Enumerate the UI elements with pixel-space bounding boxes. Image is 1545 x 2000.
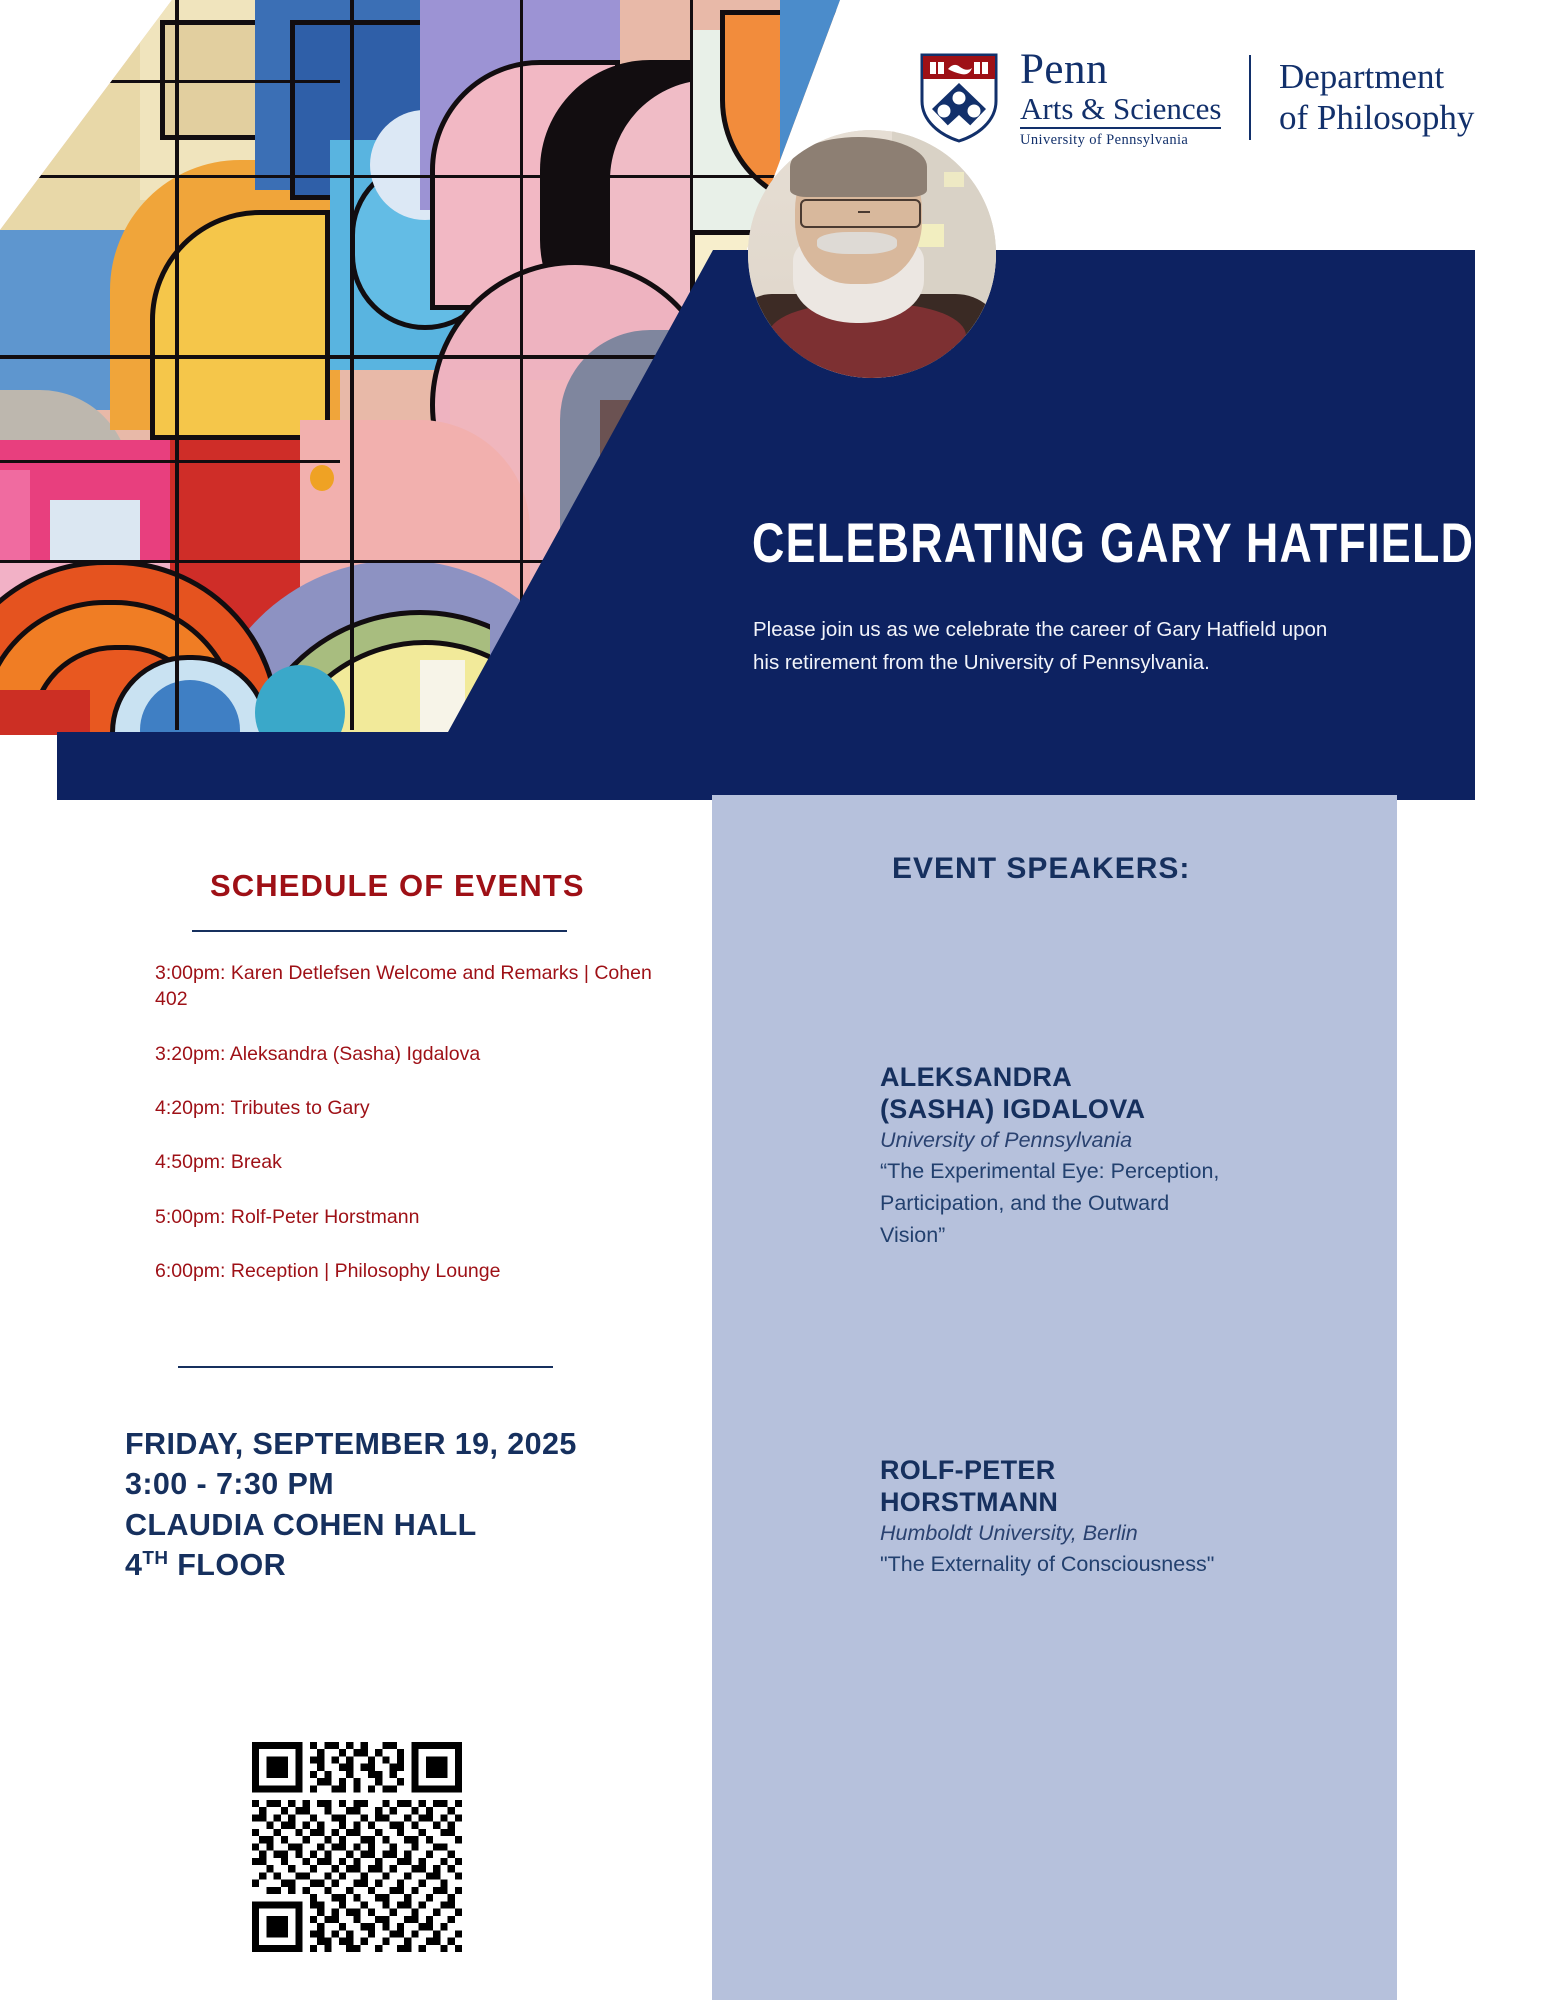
schedule-item: 5:00pm: Rolf-Peter Horstmann: [155, 1205, 420, 1228]
penn-wordmark: [1020, 48, 1221, 148]
speaker-talk-title: "The Externality of Consciousness": [880, 1552, 1215, 1577]
speaker-name-line-1: ALEKSANDRA: [880, 1062, 1072, 1092]
floor-ordinal: TH: [142, 1547, 169, 1569]
schedule-item: 3:20pm: Aleksandra (Sasha) Igdalova: [155, 1042, 481, 1065]
speakers-panel-background: [712, 795, 1397, 2000]
schedule-item: 4:50pm: Break: [155, 1151, 282, 1174]
speaker-name: [880, 1455, 1225, 1518]
department-line-1: Department: [1278, 56, 1445, 96]
speaker-name-line-1: ROLF-PETER: [880, 1455, 1056, 1485]
speakers-heading: EVENT SPEAKERS:: [892, 852, 1191, 885]
department-name: [1279, 57, 1474, 139]
floor-word: FLOOR: [177, 1547, 287, 1582]
speaker-name-line-2: HORSTMANN: [880, 1486, 1059, 1517]
logo-penn-text: Penn: [1020, 46, 1108, 93]
speaker-name-line-2: (SASHA) IGDALOVA: [880, 1093, 1146, 1124]
page-title: CELEBRATING GARY HATFIELD: [752, 511, 1475, 574]
speaker-affiliation: Humboldt University, Berlin: [880, 1521, 1138, 1546]
speaker-name: [880, 1062, 1225, 1125]
event-details: [125, 1424, 577, 1585]
schedule-item: 6:00pm: Reception | Philosophy Lounge: [155, 1259, 501, 1282]
speaker-card: [880, 1062, 1225, 1252]
event-date: FRIDAY, SEPTEMBER 19, 2025: [125, 1427, 577, 1461]
event-floor: [125, 1545, 577, 1585]
logo-university-text: University of Pennsylvania: [1020, 132, 1189, 148]
schedule-divider-bottom: [178, 1366, 553, 1368]
schedule-heading: SCHEDULE OF EVENTS: [210, 868, 585, 903]
event-time: 3:00 - 7:30 PM: [125, 1467, 335, 1502]
schedule-divider-top: [192, 930, 567, 932]
qr-code-icon[interactable]: [252, 1742, 462, 1952]
speaker-card: [880, 1455, 1225, 1581]
speaker-talk-title: “The Experimental Eye: Perception, Participation, and the Outward Vision”: [880, 1159, 1220, 1247]
hero-description: Please join us as we celebrate the career of Gary Hatfield upon his retirement from the University of Pennsylvania.: [753, 618, 1328, 675]
floor-number: 4: [125, 1547, 143, 1582]
schedule-list: [155, 960, 675, 1312]
penn-arts-sciences-logo: [920, 48, 1474, 148]
speaker-affiliation: University of Pennsylvania: [880, 1128, 1133, 1153]
speaker-portrait-photo: [748, 130, 996, 378]
department-line-2: of Philosophy: [1278, 97, 1475, 137]
logo-divider: [1249, 55, 1251, 140]
event-venue: CLAUDIA COHEN HALL: [125, 1507, 477, 1542]
logo-arts-sciences-text: Arts & Sciences: [1020, 93, 1221, 129]
schedule-item: 4:20pm: Tributes to Gary: [155, 1096, 370, 1119]
schedule-item: 3:00pm: Karen Detlefsen Welcome and Remarks | Cohen 402: [155, 962, 652, 1011]
